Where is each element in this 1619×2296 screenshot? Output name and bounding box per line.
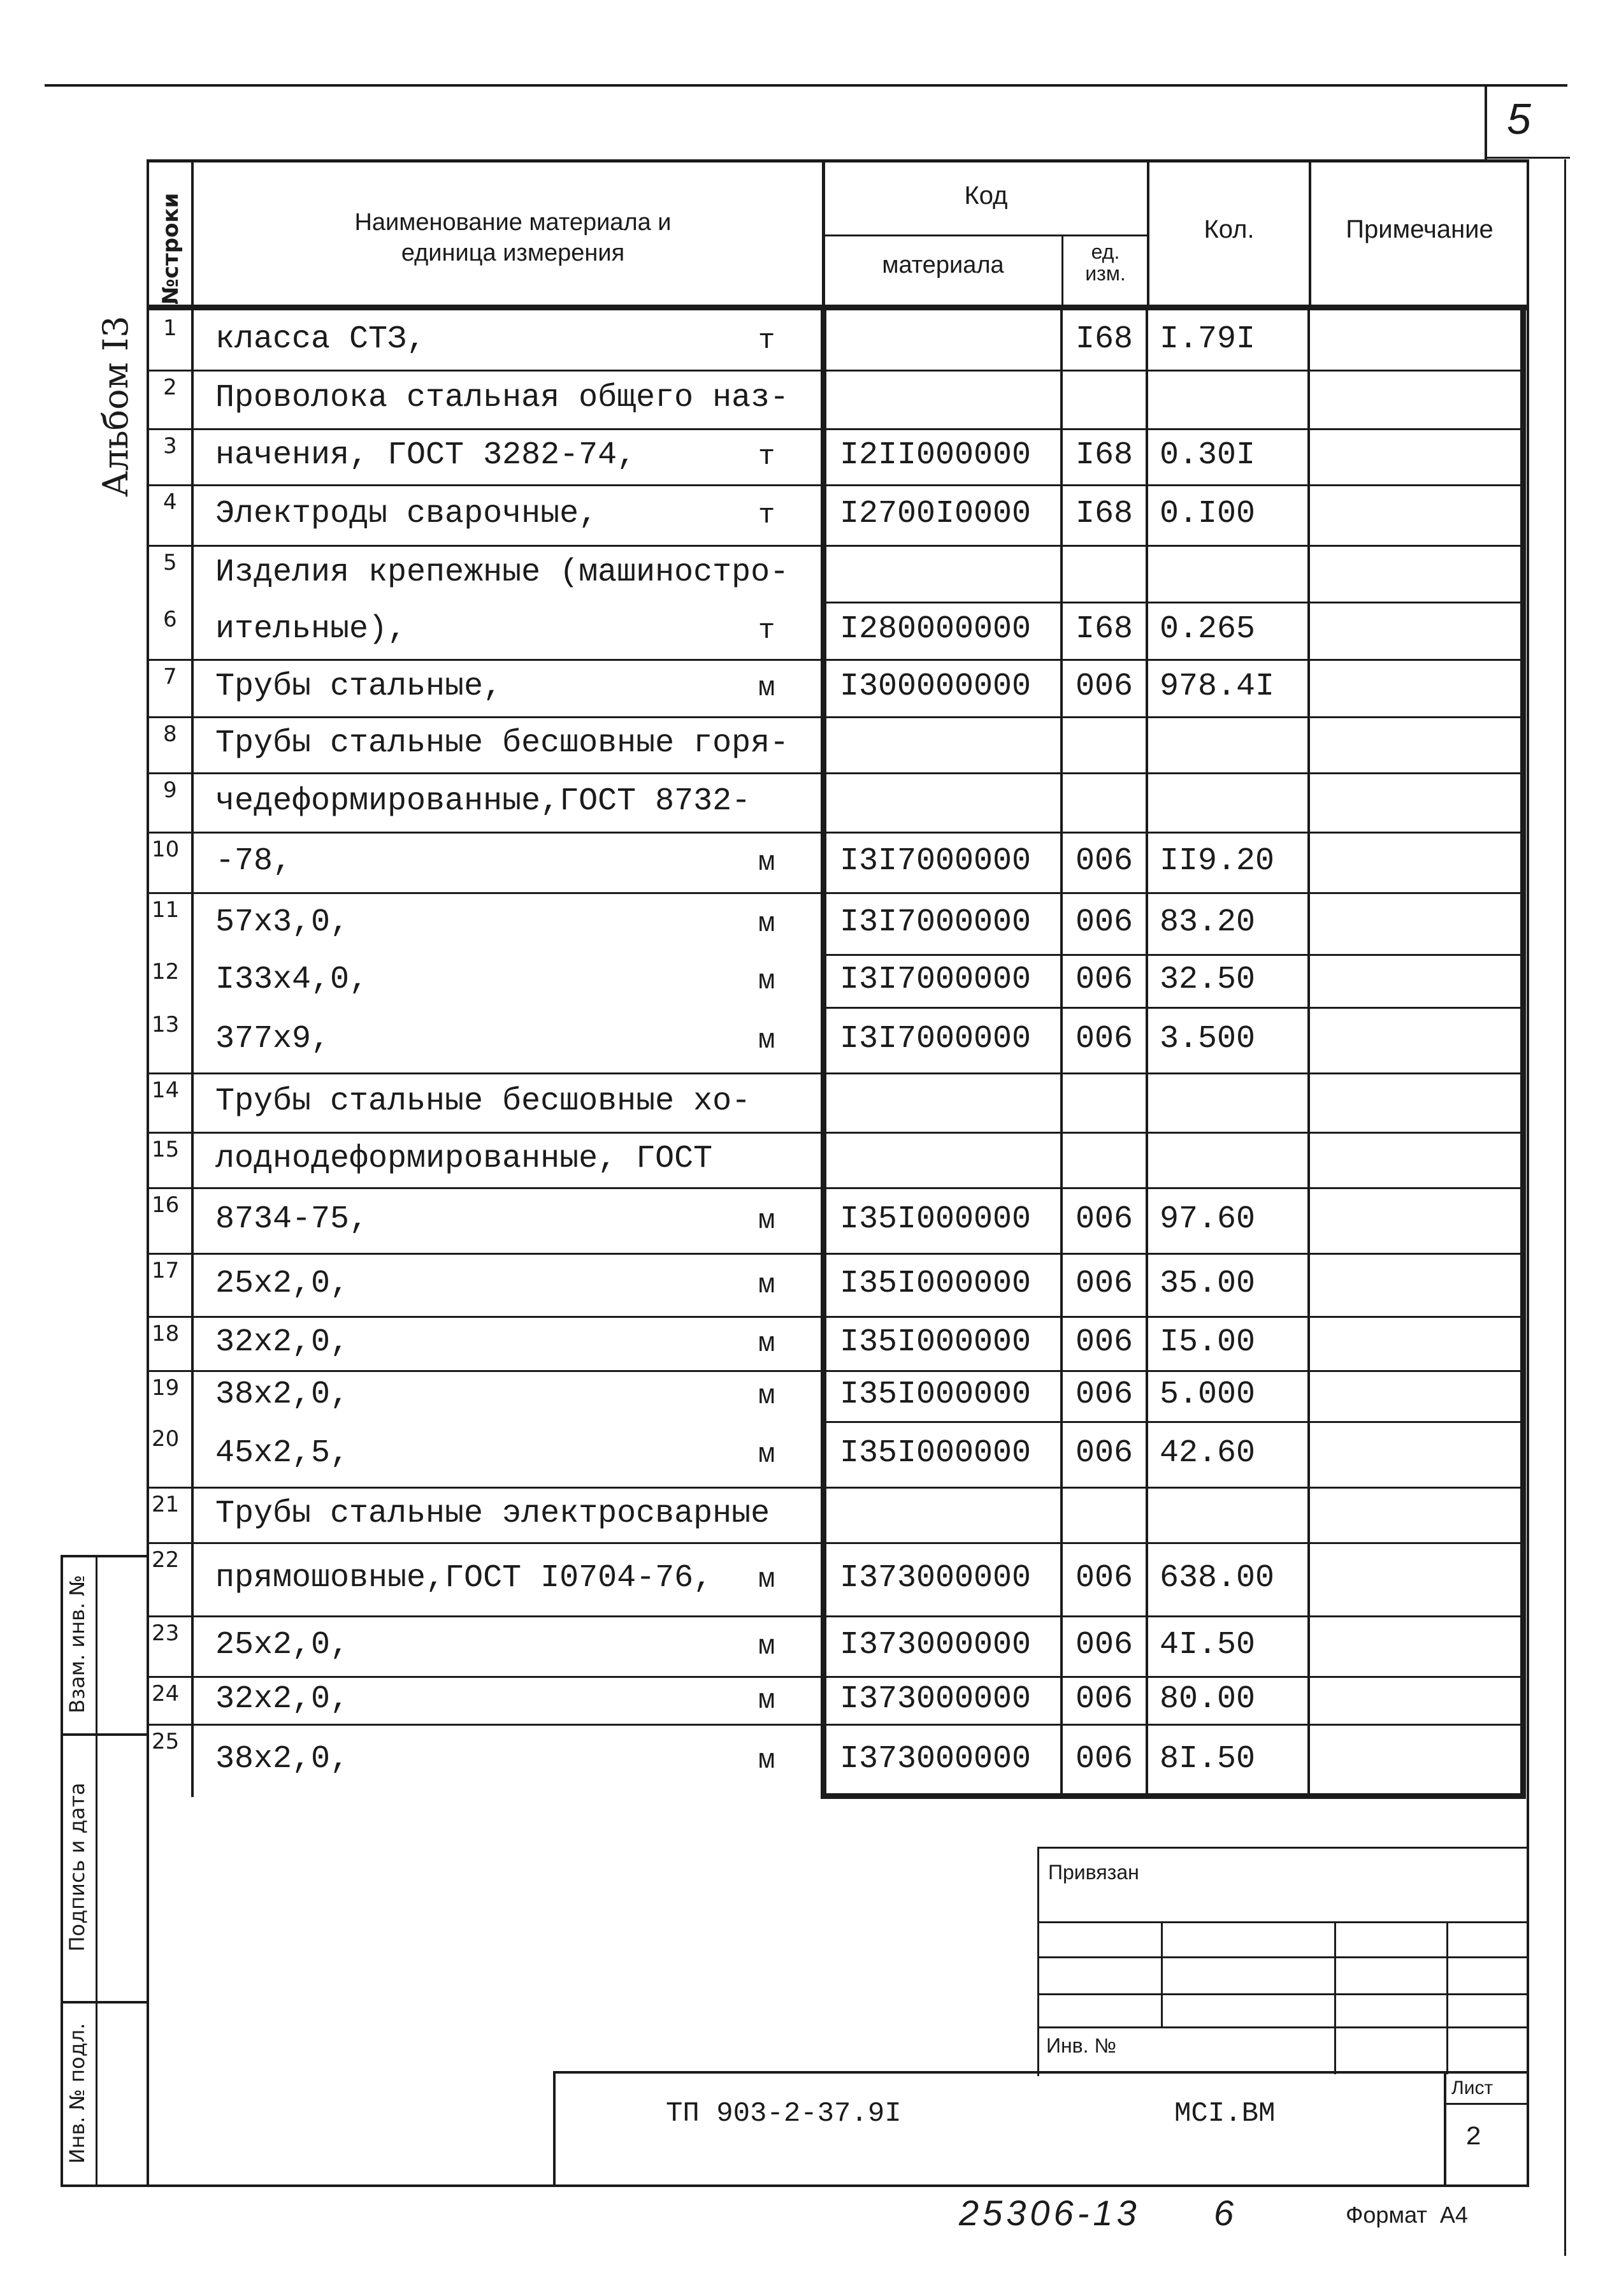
top-rule (45, 84, 1567, 87)
page-number-box-bottom (1485, 157, 1570, 159)
col-qty-left (1146, 306, 1148, 1797)
quantity: 0.30I (1160, 437, 1256, 473)
quantity: 0.I00 (1160, 496, 1256, 532)
document-code: ТП 903-2-37.9I (666, 2098, 902, 2130)
material-name: 32х2,0, (215, 1681, 350, 1717)
col-code-left (821, 306, 826, 1798)
unit-of-measure: м (758, 1380, 775, 1412)
unit-code: 006 (1075, 1435, 1133, 1471)
quantity: II9.20 (1160, 843, 1275, 879)
col-right-bold (1520, 306, 1526, 1798)
unit-code: 006 (1075, 962, 1133, 998)
row-number: 1 (163, 315, 177, 341)
row-number: 6 (163, 607, 177, 632)
row-number: 23 (152, 1621, 180, 1646)
material-name: ительные), (215, 611, 407, 647)
material-name: Электроды сварочные, (215, 496, 598, 532)
unit-of-measure: м (758, 1631, 775, 1663)
material-code: I280000000 (840, 611, 1032, 647)
row-number: 8 (163, 721, 177, 747)
inventory-label: Инв. № (1046, 2034, 1116, 2057)
quantity: 35.00 (1160, 1266, 1256, 1302)
material-name: 38х2,0, (215, 1376, 350, 1413)
unit-of-measure: т (758, 441, 775, 473)
material-name: Трубы стальные бесшовные горя- (215, 725, 789, 762)
quantity: 5.000 (1160, 1376, 1256, 1413)
material-name: Изделия крепежные (машиностро- (215, 554, 789, 591)
header-row-number: №строки (158, 192, 183, 305)
quantity: I5.00 (1160, 1324, 1256, 1361)
header-note: Примечание (1346, 215, 1493, 243)
material-name: 25х2,0, (215, 1627, 350, 1663)
row-number: 16 (152, 1192, 180, 1218)
row-number: 13 (152, 1012, 180, 1037)
row-number: 17 (152, 1258, 180, 1283)
row-number: 12 (152, 959, 180, 985)
row-number: 4 (163, 489, 177, 515)
page-number-box-left (1485, 84, 1487, 159)
material-name: 8734-75, (215, 1201, 369, 1238)
quantity: 32.50 (1160, 962, 1256, 998)
header-code-material: материала (882, 252, 1004, 278)
material-code: I3I7000000 (840, 843, 1032, 879)
material-name: 25х2,0, (215, 1266, 350, 1302)
material-name: Трубы стальные электросварные (215, 1496, 770, 1532)
unit-code: 006 (1075, 1201, 1133, 1238)
material-name: Проволока стальная общего наз- (215, 380, 789, 416)
material-name: I33х4,0, (215, 962, 369, 998)
format-label: Формат А4 (1346, 2202, 1468, 2228)
unit-of-measure: м (758, 965, 775, 997)
row-number: 25 (152, 1729, 180, 1754)
material-code: I373000000 (840, 1560, 1032, 1596)
material-code: I35I000000 (840, 1324, 1032, 1361)
material-code: I35I000000 (840, 1201, 1032, 1238)
row-number: 22 (152, 1547, 180, 1573)
material-code: I2II000000 (840, 437, 1032, 473)
unit-code: 006 (1075, 1266, 1133, 1302)
row-number: 3 (163, 433, 177, 459)
col-name-left (191, 306, 194, 1797)
material-name: 45х2,5, (215, 1435, 350, 1471)
row-number: 14 (152, 1078, 180, 1103)
material-name: чедеформированные,ГОСТ 8732- (215, 783, 751, 819)
col-note-left (1307, 306, 1310, 1797)
body-top-rule (147, 305, 1529, 310)
unit-code: 006 (1075, 668, 1133, 705)
row-number: 15 (152, 1137, 180, 1162)
row-number: 7 (163, 664, 177, 690)
body-bottom-rule (821, 1793, 1526, 1799)
right-edge-line (1564, 159, 1566, 2256)
row-number: 5 (163, 550, 177, 575)
replacement-inventory-label: Взам. инв. № (65, 1575, 89, 1714)
unit-of-measure: м (758, 1685, 775, 1717)
frame-left (147, 159, 149, 2186)
header-code: Код (964, 182, 1008, 210)
unit-of-measure: м (758, 908, 775, 940)
material-code: I373000000 (840, 1627, 1032, 1663)
unit-code: I68 (1075, 437, 1133, 473)
row-number: 9 (163, 777, 177, 803)
signature-date-label: Подпись и дата (65, 1782, 89, 1952)
unit-of-measure: т (758, 325, 775, 357)
material-name: прямошовные,ГОСТ I0704-76, (215, 1560, 713, 1596)
unit-code: 006 (1075, 904, 1133, 941)
row-number: 19 (152, 1375, 180, 1401)
material-code: I300000000 (840, 668, 1032, 705)
row-number: 21 (152, 1492, 180, 1517)
unit-code: I68 (1075, 321, 1133, 357)
row-number: 20 (152, 1426, 180, 1452)
quantity: 8I.50 (1160, 1741, 1256, 1777)
material-code: I3I7000000 (840, 962, 1032, 998)
material-name: 38х2,0, (215, 1741, 350, 1777)
quantity: 638.00 (1160, 1560, 1275, 1596)
material-name: лоднодеформированные, ГОСТ (215, 1141, 713, 1177)
row-number: 18 (152, 1321, 180, 1347)
unit-of-measure: м (758, 1205, 775, 1237)
material-code: I373000000 (840, 1741, 1032, 1777)
quantity: 978.4I (1160, 668, 1275, 705)
unit-code: 006 (1075, 843, 1133, 879)
header-code-unit: ед. изм. (1085, 240, 1126, 285)
quantity: 97.60 (1160, 1201, 1256, 1238)
quantity: 83.20 (1160, 904, 1256, 941)
quantity: 42.60 (1160, 1435, 1256, 1471)
unit-of-measure: м (758, 1025, 775, 1057)
unit-code: 006 (1075, 1681, 1133, 1717)
unit-of-measure: м (758, 1328, 775, 1360)
row-number: 24 (152, 1681, 180, 1707)
material-code: I3I7000000 (840, 904, 1032, 941)
album-label: Альбом I3 (96, 315, 136, 497)
unit-of-measure: м (758, 672, 775, 704)
material-code: I35I000000 (840, 1266, 1032, 1302)
unit-of-measure: т (758, 615, 775, 647)
unit-code: 006 (1075, 1627, 1133, 1663)
unit-code: 006 (1075, 1376, 1133, 1413)
unit-code: I68 (1075, 611, 1133, 647)
unit-of-measure: м (758, 1564, 775, 1596)
material-name: начения, ГОСТ 3282-74, (215, 437, 637, 473)
material-code: I373000000 (840, 1681, 1032, 1717)
material-name: класса СТЗ, (215, 321, 426, 357)
col-unit-left (1060, 306, 1063, 1797)
material-code: I35I000000 (840, 1435, 1032, 1471)
unit-of-measure: т (758, 500, 775, 531)
material-code: I35I000000 (840, 1376, 1032, 1413)
quantity: 80.00 (1160, 1681, 1256, 1717)
material-code: I2700I0000 (840, 496, 1032, 532)
header-quantity: Кол. (1204, 215, 1255, 243)
unit-of-measure: м (758, 847, 775, 879)
unit-code: 006 (1075, 1741, 1133, 1777)
copy-number: 6 (1214, 2193, 1234, 2233)
header-name: Наименование материала и единица измерения (354, 209, 672, 266)
quantity: I.79I (1160, 321, 1256, 357)
archive-number: 25306-13 (959, 2193, 1140, 2233)
quantity: 4I.50 (1160, 1627, 1256, 1663)
document-mark: МСI.ВМ (1174, 2098, 1276, 2130)
material-name: -78, (215, 843, 292, 879)
unit-of-measure: м (758, 1745, 775, 1777)
unit-code: 006 (1075, 1324, 1133, 1361)
material-name: 377х9, (215, 1021, 331, 1057)
quantity: 0.265 (1160, 611, 1256, 647)
material-code: I3I7000000 (840, 1021, 1032, 1057)
row-number: 11 (152, 897, 180, 923)
material-name: 57х3,0, (215, 904, 350, 941)
row-number: 10 (152, 837, 180, 862)
original-inventory-label: Инв. № подл. (65, 2023, 89, 2164)
unit-code: 006 (1075, 1560, 1133, 1596)
sheet-label: Лист (1451, 2077, 1493, 2098)
unit-code: 006 (1075, 1021, 1133, 1057)
material-name: Трубы стальные бесшовные хо- (215, 1083, 751, 1120)
sheet-number: 2 (1465, 2122, 1482, 2153)
unit-code: I68 (1075, 496, 1133, 532)
frame-right (1527, 159, 1529, 2186)
page-number: 5 (1507, 95, 1531, 143)
quantity: 3.500 (1160, 1021, 1256, 1057)
row-number: 2 (163, 375, 177, 400)
unit-of-measure: м (758, 1439, 775, 1471)
frame-bottom (147, 2184, 1529, 2187)
unit-of-measure: м (758, 1269, 775, 1301)
tied-label: Привязан (1048, 1861, 1139, 1884)
material-name: Трубы стальные, (215, 668, 503, 705)
material-name: 32х2,0, (215, 1324, 350, 1361)
